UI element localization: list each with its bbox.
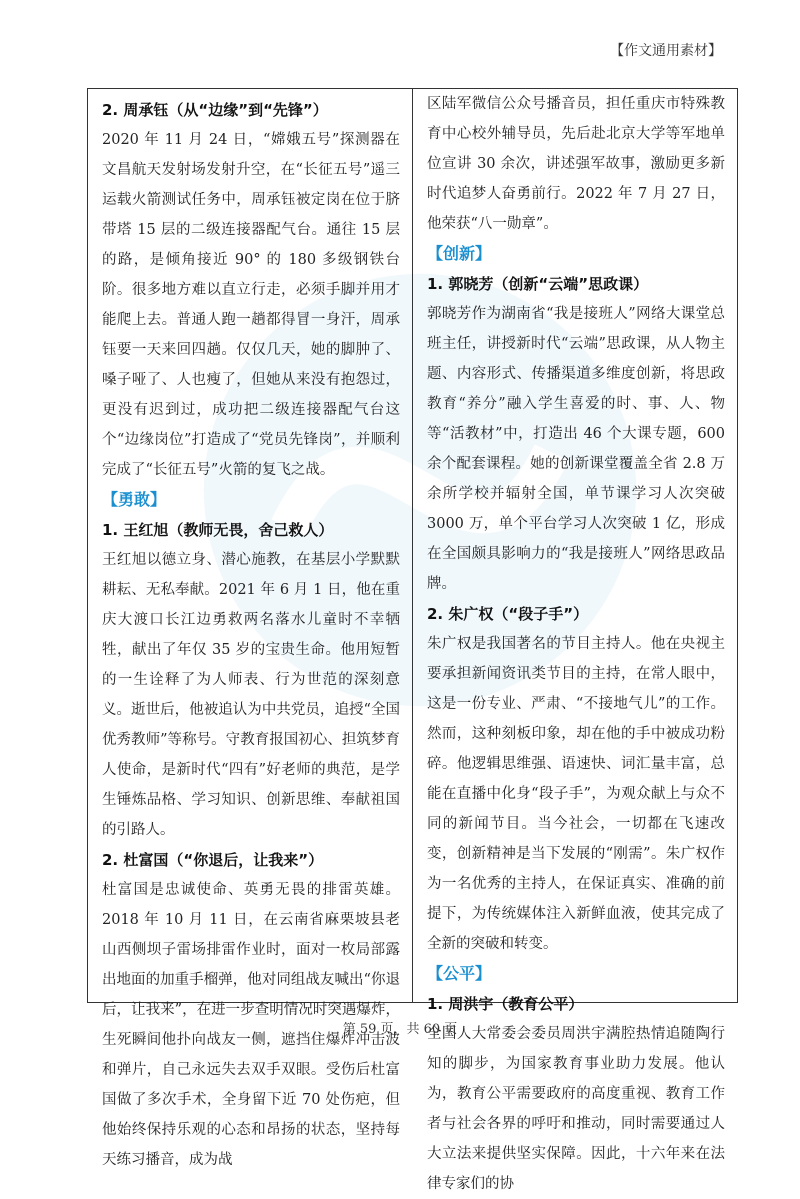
document-tag: 【作文通用素材】: [610, 43, 722, 59]
item-heading-zhou-chengyu: 2. 周承钰（从“边缘”到“先锋”）: [102, 101, 328, 119]
item-text-zhu-guangquan: 朱广权是我国著名的节目主持人。他在央视主要承担新闻资讯类节目的主持，在常人眼中，这是一份专业、严肃、“不接地气儿”的工作。然而，这种刻板印象，却在他的手中被成功粉碎。他逻辑思维强、语速快、词汇量丰富，总能在直播中化身“段子手”，为观众献上与众不同的新闻节目。当今社会，一切都在飞速改变，创新精神是当下发展的“刚需”。朱广权作为一名优秀的主持人，在保证真实、准确的前提下，为传统媒体注入新鲜血液，使其完成了全新的突破和转变。: [427, 636, 725, 952]
item-text-wang-hongxu: 王红旭以德立身、潜心施教，在基层小学默默耕耘、无私奉献。2021 年 6 月 1 日，他在重庆大渡口长江边勇救两名落水儿童时不幸牺牲，献出了年仅 35 岁的宝贵生命。他用短暂的一生诠释了为人师表、行为世范的深刻意义。逝世后，他被追认为中共党员，追授“全国优秀教师”等称号。守教育报国初心、担筑梦育人使命，是新时代“四有”好老师的典范，是学生锤炼品格、学习知识、创新思维、奉献祖国的引路人。: [102, 552, 400, 838]
item-text-du-fuguo: 杜富国是忠诚使命、英勇无畏的排雷英雄。2018 年 10 月 11 日，在云南省麻栗坡县老山西侧坝子雷场排雷作业时，面对一枚局部露出地面的加重手榴弹，他对同组战友喊出“你退后，让我来”，在进一步查明情况时突遇爆炸，生死瞬间他扑向战友一侧，遮挡住爆炸冲击波和弹片，自己永远失去双手双眼。受伤后杜富国做了多次手术，全身留下近 70 处伤疤，但他始终保持乐观的心态和昂扬的状态，坚持每天练习播音，成为战: [102, 882, 400, 1168]
item-text-zhou-chengyu: 2020 年 11 月 24 日，“嫦娥五号”探测器在文昌航天发射场发射升空，在“长征五号”遥三运载火箭测试任务中，周承钰被定岗在位于脐带塔 15 层的二级连接器配气台。通往 15 层的路，是倾角接近 90° 的 180 多级钢铁台阶。很多地方难以直立行走，必须手脚并用才能爬上去。普通人跑一趟都得冒一身汗，周承钰要一天来回四趟。仅仅几天，她的脚肿了、嗓子哑了、人也瘦了，但她从来没有抱怨过，更没有迟到过，成功把二级连接器配气台这个“边缘岗位”打造成了“党员先锋岗”，并顺利完成了“长征五号”火箭的复飞之战。: [102, 132, 400, 478]
item-text-guo-xiaofang: 郭晓芳作为湖南省“我是接班人”网络大课堂总班主任，讲授新时代“云端”思政课，从人物主题、内容形式、传播渠道多维度创新，将思政教育“养分”融入学生喜爱的时、事、人、物等“活教材”中，打造出 46 个大课专题，600 余个配套课程。她的创新课堂覆盖全省 2.8 万余所学校并辐射全国，单节课学习人次突破 3000 万，单个平台学习人次突破 1 亿，形成在全国颇具影响力的“我是接班人”网络思政品牌。: [427, 306, 725, 592]
item-heading-zhu-guangquan: 2. 朱广权（“段子手”）: [427, 605, 589, 623]
right-column: [413, 89, 737, 1192]
section-title-brave: 【勇敢】: [102, 490, 167, 509]
item-heading-guo-xiaofang: 1. 郭晓芳（创新“云端”思政课）: [427, 275, 649, 293]
item-heading-zhou-hongyu: 1. 周洪宇（教育公平）: [427, 995, 584, 1013]
item-text-zhou-hongyu: 全国人大常委会委员周洪宇满腔热情追随陶行知的脚步，为国家教育事业助力发展。他认为，教育公平需要政府的高度重视、教育工作者与社会各界的呼吁和推动，同时需要通过人大立法来提供坚实保障。因此，十六年来在法律专家们的协: [427, 1026, 725, 1192]
item-text-du-fuguo-continued: 区陆军微信公众号播音员，担任重庆市特殊教育中心校外辅导员，先后赴北京大学等军地单位宣讲 30 余次，讲述强军故事，激励更多新时代追梦人奋勇前行。2022 年 7 月 27 日，他荣获“八一勋章”。: [427, 96, 725, 232]
section-title-innovate: 【创新】: [427, 244, 492, 263]
page-number: 第 59 页，共 60 页: [342, 1022, 458, 1037]
section-title-fair: 【公平】: [427, 964, 492, 983]
item-heading-du-fuguo: 2. 杜富国（“你退后，让我来”）: [102, 851, 324, 869]
item-heading-wang-hongxu: 1. 王红旭（教师无畏，舍己救人）: [102, 521, 334, 539]
